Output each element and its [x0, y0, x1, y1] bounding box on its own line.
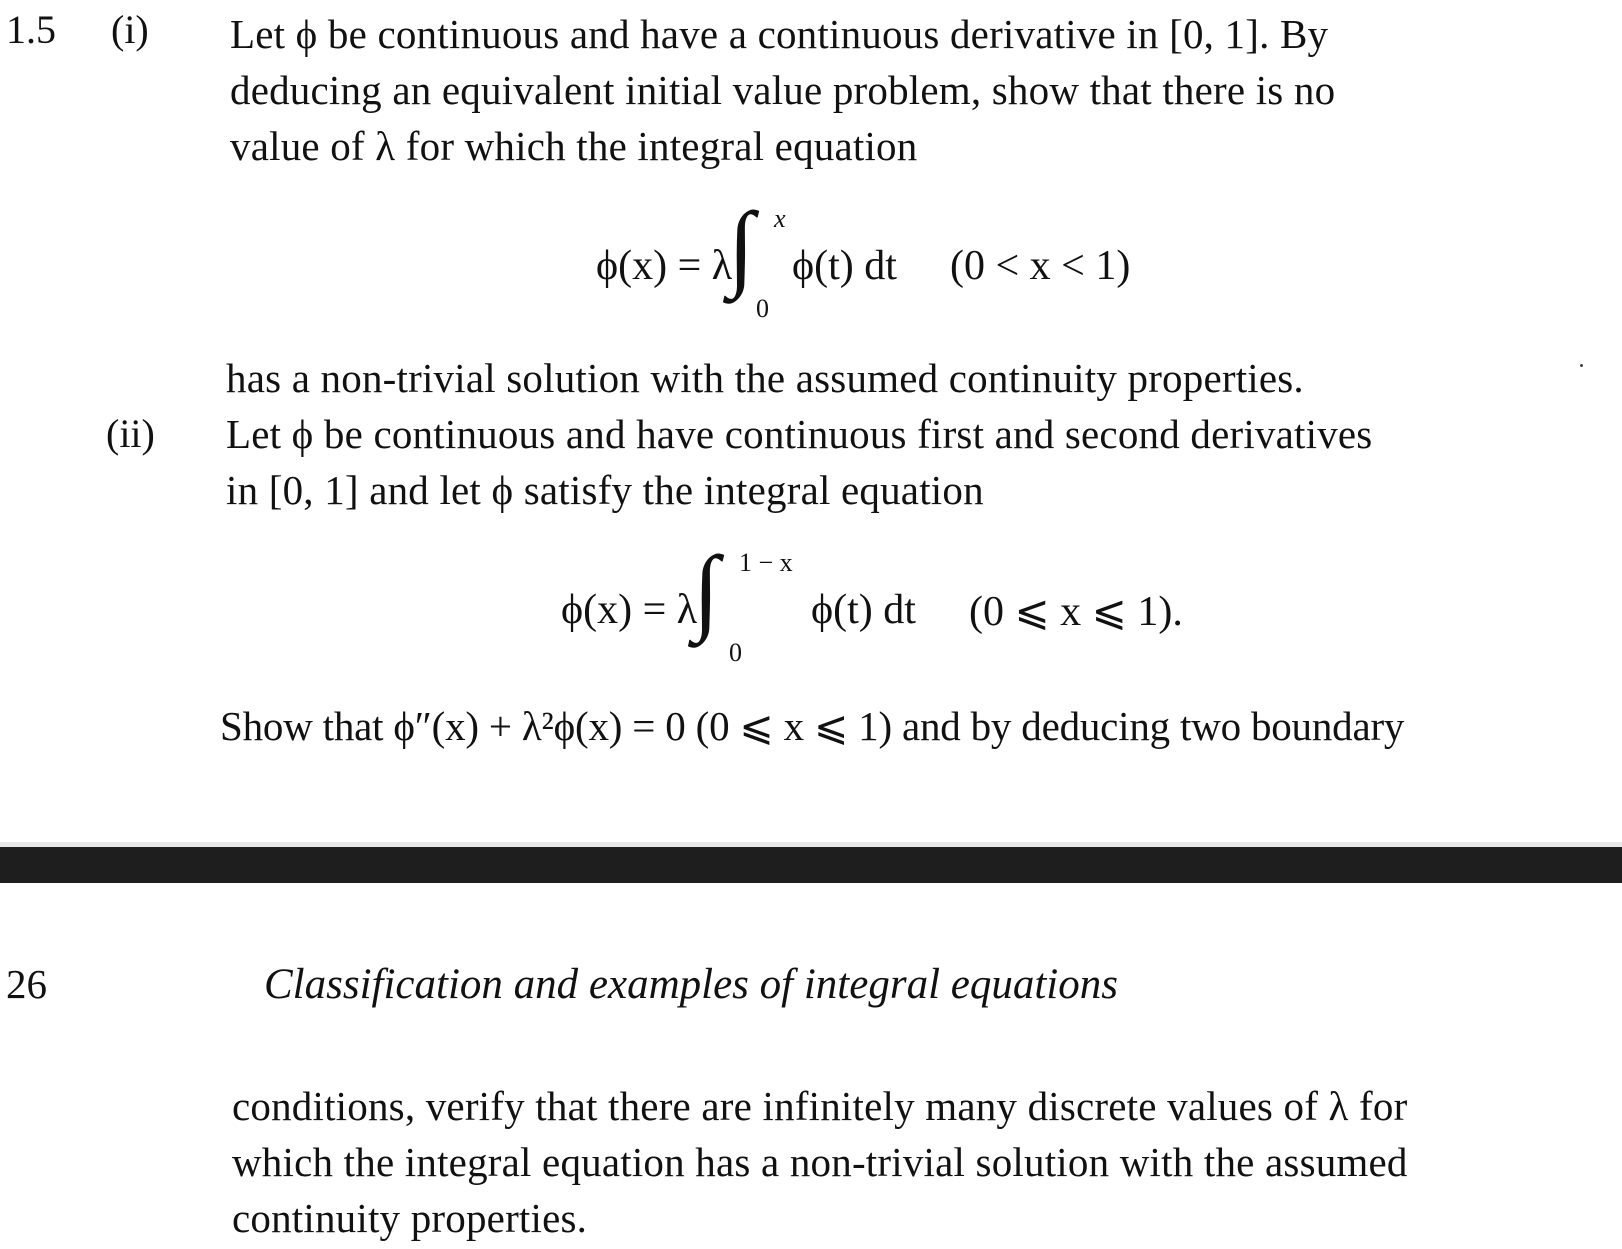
equation-i-lhs: ϕ(x) = λ	[596, 243, 733, 289]
integral-sign: ∫	[693, 536, 720, 643]
part-ii-line-2: in [0, 1] and let ϕ satisfy the integral equation	[226, 467, 984, 513]
part-ii-label: (ii)	[106, 411, 155, 456]
continuation-line-1: conditions, verify that there are infinitely many discrete values of λ for	[232, 1083, 1408, 1129]
part-i-after: has a non-trivial solution with the assumed continuity properties.	[226, 355, 1304, 401]
equation-i-upper-limit: x	[774, 204, 786, 233]
continuation-line-2: which the integral equation has a non-trivial solution with the assumed	[232, 1139, 1408, 1185]
part-i-line-3: value of λ for which the integral equation	[230, 123, 918, 169]
equation-i-lower-limit: 0	[756, 294, 769, 323]
continuation-line-3: continuity properties.	[232, 1195, 588, 1241]
equation-ii	[561, 536, 1183, 670]
part-i-label: (i)	[111, 7, 149, 52]
equation-i-integrand: ϕ(t) dt	[792, 243, 897, 289]
page-number: 26	[6, 961, 47, 1007]
integral-sign: ∫	[728, 192, 755, 299]
part-i-line-2: deducing an equivalent initial value problem, show that there is no	[230, 67, 1336, 113]
scan-speck	[1580, 364, 1583, 367]
running-title: Classification and examples of integral equations	[264, 961, 1118, 1008]
equation-ii-upper-limit: 1 − x	[739, 548, 793, 577]
equation-ii-integrand: ϕ(t) dt	[811, 587, 916, 633]
problem-number: 1.5	[6, 7, 56, 52]
equation-ii-domain: (0 ⩽ x ⩽ 1).	[969, 589, 1183, 635]
part-ii-after: Show that ϕ″(x) + λ²ϕ(x) = 0 (0 ⩽ x ⩽ 1) and by deducing two boundary	[220, 703, 1405, 749]
part-ii-line-1: Let ϕ be continuous and have continuous first and second derivatives	[226, 411, 1373, 457]
page-divider	[0, 847, 1622, 883]
equation-i	[596, 192, 1156, 326]
equation-ii-lhs: ϕ(x) = λ	[561, 587, 698, 633]
equation-i-domain: (0 < x < 1)	[950, 243, 1131, 289]
part-i-line-1: Let ϕ be continuous and have a continuous derivative in [0, 1]. By	[230, 11, 1329, 57]
equation-ii-lower-limit: 0	[729, 638, 742, 667]
